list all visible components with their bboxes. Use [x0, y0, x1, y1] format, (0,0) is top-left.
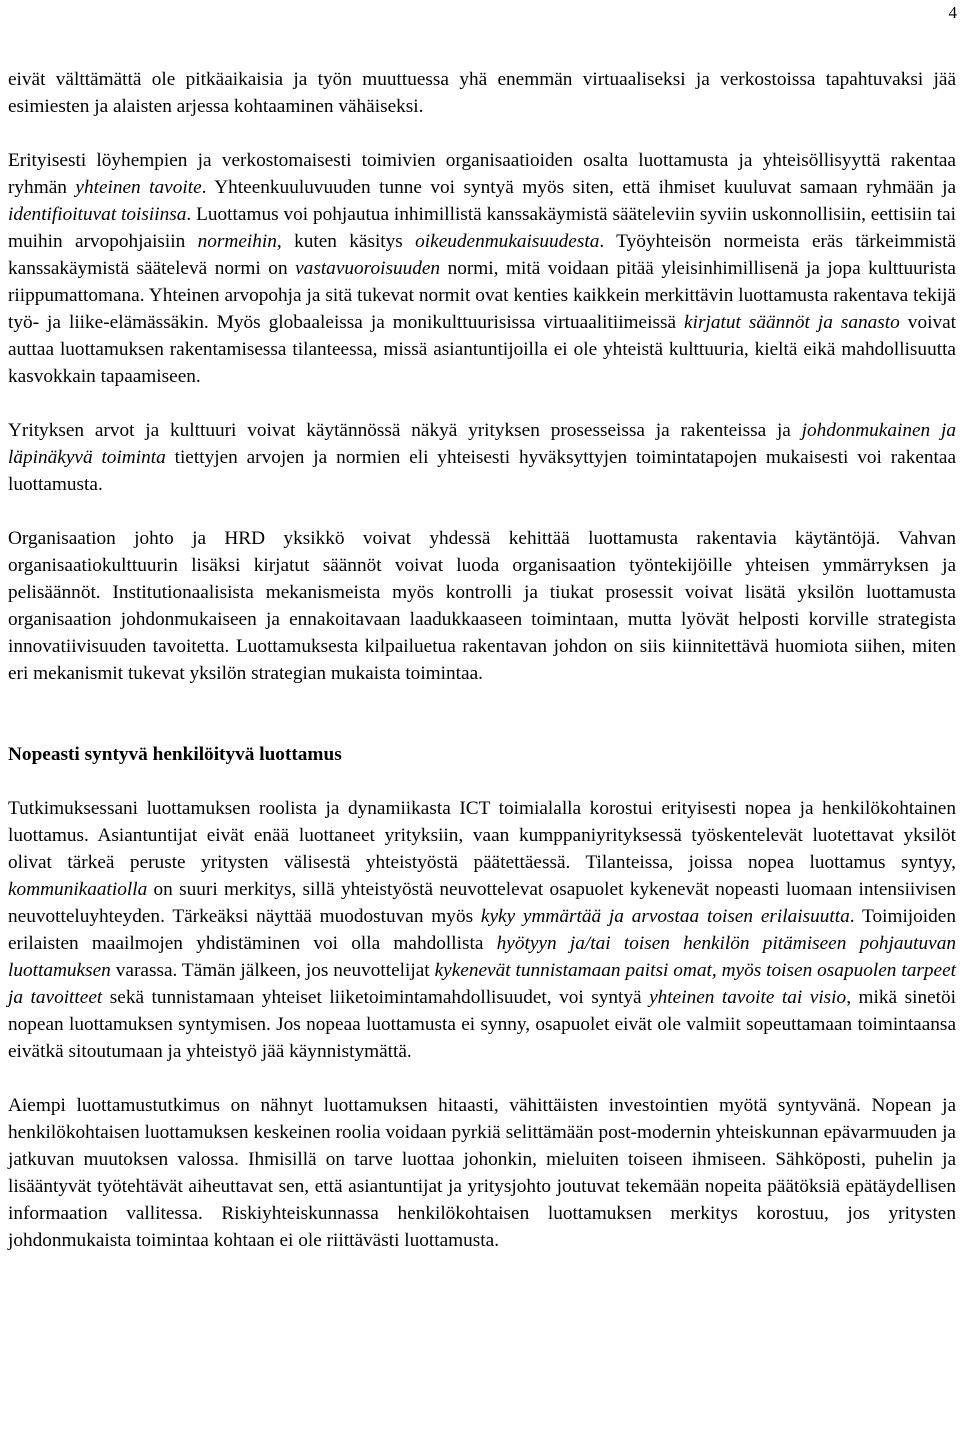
paragraph-5-text: on suuri merkitys, sillä yhteistyöstä neuvottelevat osapuolet kykenevät nopeasti luomaan intensiivisen neuvotteluyhteyden. Tärkeäksi näyttää muodostuvan myös [8, 879, 956, 927]
emphasis-text: normeihin [197, 231, 277, 252]
paragraph-5-text: sekä tunnistamaan yhteiset liiketoimintamahdollisuudet, voi syntyä [102, 987, 650, 1008]
paragraph-1 [8, 66, 956, 120]
paragraph-spacer [8, 120, 956, 147]
emphasis-text: kykenevät tunnistamaan paitsi omat, myös toisen osapuolen tarpeet ja tavoitteet [8, 960, 956, 1008]
paragraph-5-text: . Toimijoiden erilaisten maailmojen yhdistäminen voi olla mahdollista [8, 906, 956, 954]
paragraph-5-text: varassa. Tämän jälkeen, jos neuvottelijat [110, 960, 435, 981]
paragraph-2-text: Erityisesti löyhempien ja verkostomaisesti toimivien organisaatioiden osalta luottamusta ja yhteisöllisyyttä rakentaa ryhmän [8, 150, 956, 198]
document-body [8, 66, 956, 1254]
emphasis-text: kirjatut säännöt ja sanasto [684, 312, 900, 333]
paragraph-6-text: Aiempi luottamustutkimus on nähnyt luottamuksen hitaasti, vähittäisten investointien myötä syntyvänä. Nopean ja henkilökohtaisen luottamuksen keskeinen roolia voidaan pyrkiä selittämään post-modernin yhteiskunnan epävarmuuden ja jatkuvan muutoksen valossa. Ihmisillä on tarve luottaa johonkin, mieluiten toiseen ihmiseen. Sähköposti, puhelin ja lisääntyvät työtehtävät aiheuttavat sen, että asiantuntijat ja yritysjohto joutuvat tekemään nopeita päätöksiä epätäydellisen informaation vallitessa. Riskiyhteiskunnassa henkilökohtaisen luottamuksen merkitys korostuu, jos yritysten johdonmukaista toimintaa kohtaan ei ole riittävästi luottamusta. [8, 1095, 956, 1251]
paragraph-2-text: voivat auttaa luottamuksen rakentamisessa tilanteessa, missä asiantuntijoilla ei ole yhteistä kulttuuria, kieltä eikä mahdollisuutta kasvokkain tapaamiseen. [8, 312, 957, 387]
paragraph-1-text: eivät välttämättä ole pitkäaikaisia ja työn muuttuessa yhä enemmän virtuaaliseksi ja verkostoissa tapahtuvaksi jää esimiesten ja alaisten arjessa kohtaaminen vähäiseksi. [8, 69, 956, 117]
section-heading: Nopeasti syntyvä henkilöityvä luottamus [8, 744, 342, 765]
paragraph-spacer [8, 1065, 956, 1092]
page-number: 4 [948, 3, 957, 22]
paragraph-2-text: normi, mitä voidaan pitää yleisinhimillisenä ja jopa kulttuurista riippumattomana. Yhteinen arvopohja ja sitä tukevat normit ovat kenties kaikkein merkittävin luottamusta rakentava tekijä työ- ja liike-elämässäkin. Myös globaaleissa ja monikulttuurisissa virtuaalitiimeissä [8, 258, 956, 333]
paragraph-6 [8, 1092, 956, 1254]
paragraph-spacer [8, 390, 956, 417]
emphasis-text: johdonmukainen ja läpinäkyvä toiminta [8, 420, 956, 468]
paragraph-3-text: tiettyjen arvojen ja normien eli yhteisesti hyväksyttyjen toimintatapojen mukaisesti voi rakentaa luottamusta. [8, 447, 957, 495]
paragraph-4-text: Organisaation johto ja HRD yksikkö voivat yhdessä kehittää luottamusta rakentavia käytäntöjä. Vahvan organisaatiokulttuurin lisäksi kirjatut säännöt voivat luoda organisaation työntekijöille yhteisen ymmärryksen ja pelisäännöt. Institutionaalisista mekanismeista myös kontrolli ja tiukat prosessit voivat lisätä yksilön luottamusta organisaation johdonmukaiseen ja ennakoitavaan laadukkaaseen toimintaan, mutta lyövät helposti korville strategista innovatiivisuuden tavoitetta. Luottamuksesta kilpailuetua rakentavan johdon on siis kiinnitettävä huomiota siihen, miten eri mekanismit tukevat yksilön strategian mukaista toimintaa. [8, 528, 956, 684]
paragraph-4 [8, 525, 956, 687]
emphasis-text: yhteinen tavoite [75, 177, 202, 198]
emphasis-text: kyky ymmärtää ja arvostaa toisen erilaisuutta [480, 906, 850, 927]
paragraph-2 [8, 147, 956, 390]
paragraph-3 [8, 417, 956, 498]
emphasis-text: vastavuoroisuuden [295, 258, 441, 279]
paragraph-spacer [8, 768, 956, 795]
paragraph-5-text: , mikä sinetöi nopean luottamuksen syntymisen. Jos nopeaa luottamusta ei synny, osapuolet eivät ole valmiit sopeuttamaan toimintaansa eivätkä sitoutumaan ja yhteistyö jää käynnistymättä. [8, 987, 956, 1062]
emphasis-text: identifioituvat toisiinsa [8, 204, 187, 225]
emphasis-text: hyötyyn ja/tai toisen henkilön pitämiseen pohjautuvan luottamuksen [8, 933, 956, 981]
paragraph-5 [8, 795, 956, 1065]
paragraph-2-text: , kuten käsitys [276, 231, 416, 252]
emphasis-text: yhteinen tavoite tai visio [649, 987, 847, 1008]
paragraph-2-text: . Työyhteisön normeista eräs tärkeimmistä kanssakäymistä säätelevä normi on [8, 231, 956, 279]
paragraph-spacer [8, 498, 956, 525]
emphasis-text: kommunikaatiolla [8, 879, 148, 900]
paragraph-2-text: . Luottamus voi pohjautua inhimillistä kanssakäymistä sääteleviin syviin uskonnollisiin, eettisiin tai muihin arvopohjaisiin [8, 204, 956, 252]
emphasis-text: oikeudenmukaisuudesta [415, 231, 600, 252]
paragraph-2-text: . Yhteenkuuluvuuden tunne voi syntyä myös siten, että ihmiset kuuluvat samaan ryhmään ja [201, 177, 957, 198]
section-spacer [8, 687, 956, 741]
paragraph-3-text: Yrityksen arvot ja kulttuuri voivat käytännössä näkyä yrityksen prosesseissa ja rakenteissa ja [8, 420, 802, 441]
paragraph-5-text: Tutkimuksessani luottamuksen roolista ja dynamiikasta ICT toimialalla korostui erityisesti nopea ja henkilökohtainen luottamus. Asiantuntijat eivät enää luottaneet yrityksiin, vaan kumppaniyrityksessä työskentelevät luotettavat yksilöt olivat tärkeä peruste yritysten välisestä yhteistyöstä päätettäessä. Tilanteissa, joissa nopea luottamus syntyy, [8, 798, 956, 873]
